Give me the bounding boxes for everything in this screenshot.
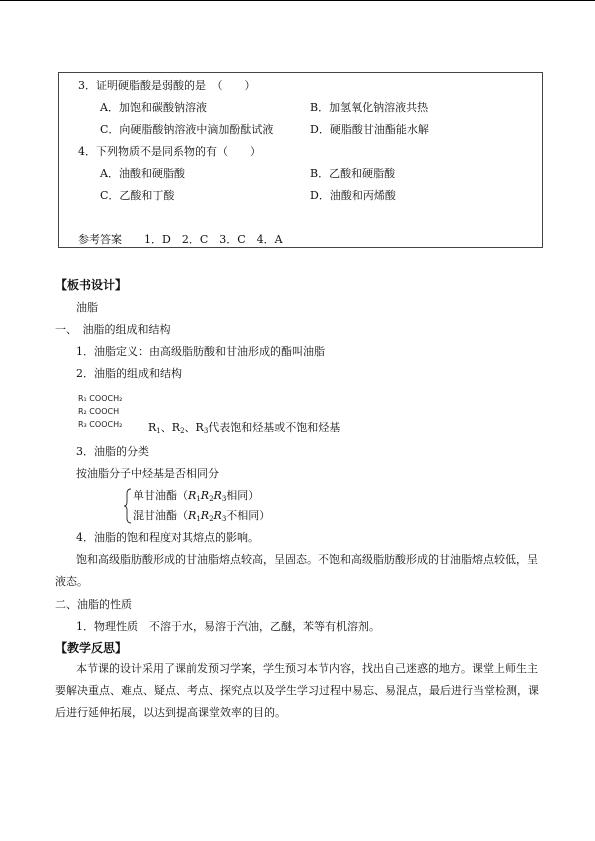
question-4-option-a: A．油酸和硬脂酸	[100, 167, 185, 180]
saturation-paragraph: 饱和高级脂肪酸形成的甘油脂熔点较高，呈固态。不饱和高级脂肪酸形成的甘油脂熔点较低，呈液态。	[55, 553, 538, 588]
question-4-option-c: C．乙酸和丁酸	[100, 189, 175, 202]
formula-line-2: R₂ COOCH	[78, 407, 120, 416]
mixed-glyceride: 混甘油酯（$R_1R_2R_3$不相同）	[133, 509, 271, 523]
triglyceride-structure	[78, 392, 148, 432]
question-3-option-d: D．硬脂酸甘油酯能水解	[310, 123, 429, 136]
header-rule	[0, 0, 595, 1]
section-2-heading: 二、油脂的性质	[55, 598, 132, 611]
brace-icon	[124, 488, 132, 524]
reflection-heading: 【教学反思】	[55, 641, 128, 655]
formula-line-1: R₁ COOCH₂	[78, 394, 123, 403]
question-3-option-a: A．加饱和碳酸钠溶液	[100, 101, 207, 114]
item-saturation: 4．油脂的饱和程度对其熔点的影响。	[76, 531, 259, 544]
question-4: 4．下列物质不是同系物的有（ ）	[78, 145, 261, 158]
formula-line-3: R₃ COOCH₂	[78, 420, 123, 429]
formula-description: $R_1$、$R_2$、$R_3$代表饱和烃基或不饱和烃基	[148, 421, 341, 435]
reflection-paragraph: 本节课的设计采用了课前发预习学案，学生预习本节内容，找出自己迷惑的地方。课堂上师生主要解决重点、难点、疑点、考点、探究点以及学生学习过程中易忘、易混点，最后进行当堂检测，课后进行延伸拓展，以达到提高课堂效率的目的。	[55, 662, 539, 719]
answer-key: 参考答案 1．D 2．C 3．C 4．A	[78, 233, 283, 246]
question-4-option-d: D．油酸和丙烯酸	[310, 189, 396, 202]
item-composition: 2．油脂的组成和结构	[76, 367, 182, 380]
question-3-option-b: B．加氢氧化钠溶液共热	[310, 101, 429, 114]
simple-glyceride: 单甘油酯（$R_1R_2R_3$相同）	[133, 489, 260, 503]
board-design-heading: 【板书设计】	[55, 278, 128, 292]
item-definition: 1．油脂定义：由高级脂肪酸和甘油形成的酯叫油脂	[76, 345, 325, 358]
item-classification: 3．油脂的分类	[76, 445, 149, 458]
question-3: 3．证明硬脂酸是弱酸的是 （ ）	[78, 79, 256, 92]
board-subtitle: 油脂	[76, 301, 98, 314]
section-1-heading: 一、 油脂的组成和结构	[55, 323, 171, 336]
exercise-box	[58, 72, 543, 248]
question-4-option-b: B．乙酸和硬脂酸	[310, 167, 396, 180]
classification-basis: 按油脂分子中烃基是否相同分	[76, 467, 219, 480]
physical-properties: 1．物理性质 不溶于水，易溶于汽油，乙醚，苯等有机溶剂。	[76, 620, 380, 633]
question-3-option-c: C．向硬脂酸钠溶液中滴加酚酞试液	[100, 123, 274, 136]
